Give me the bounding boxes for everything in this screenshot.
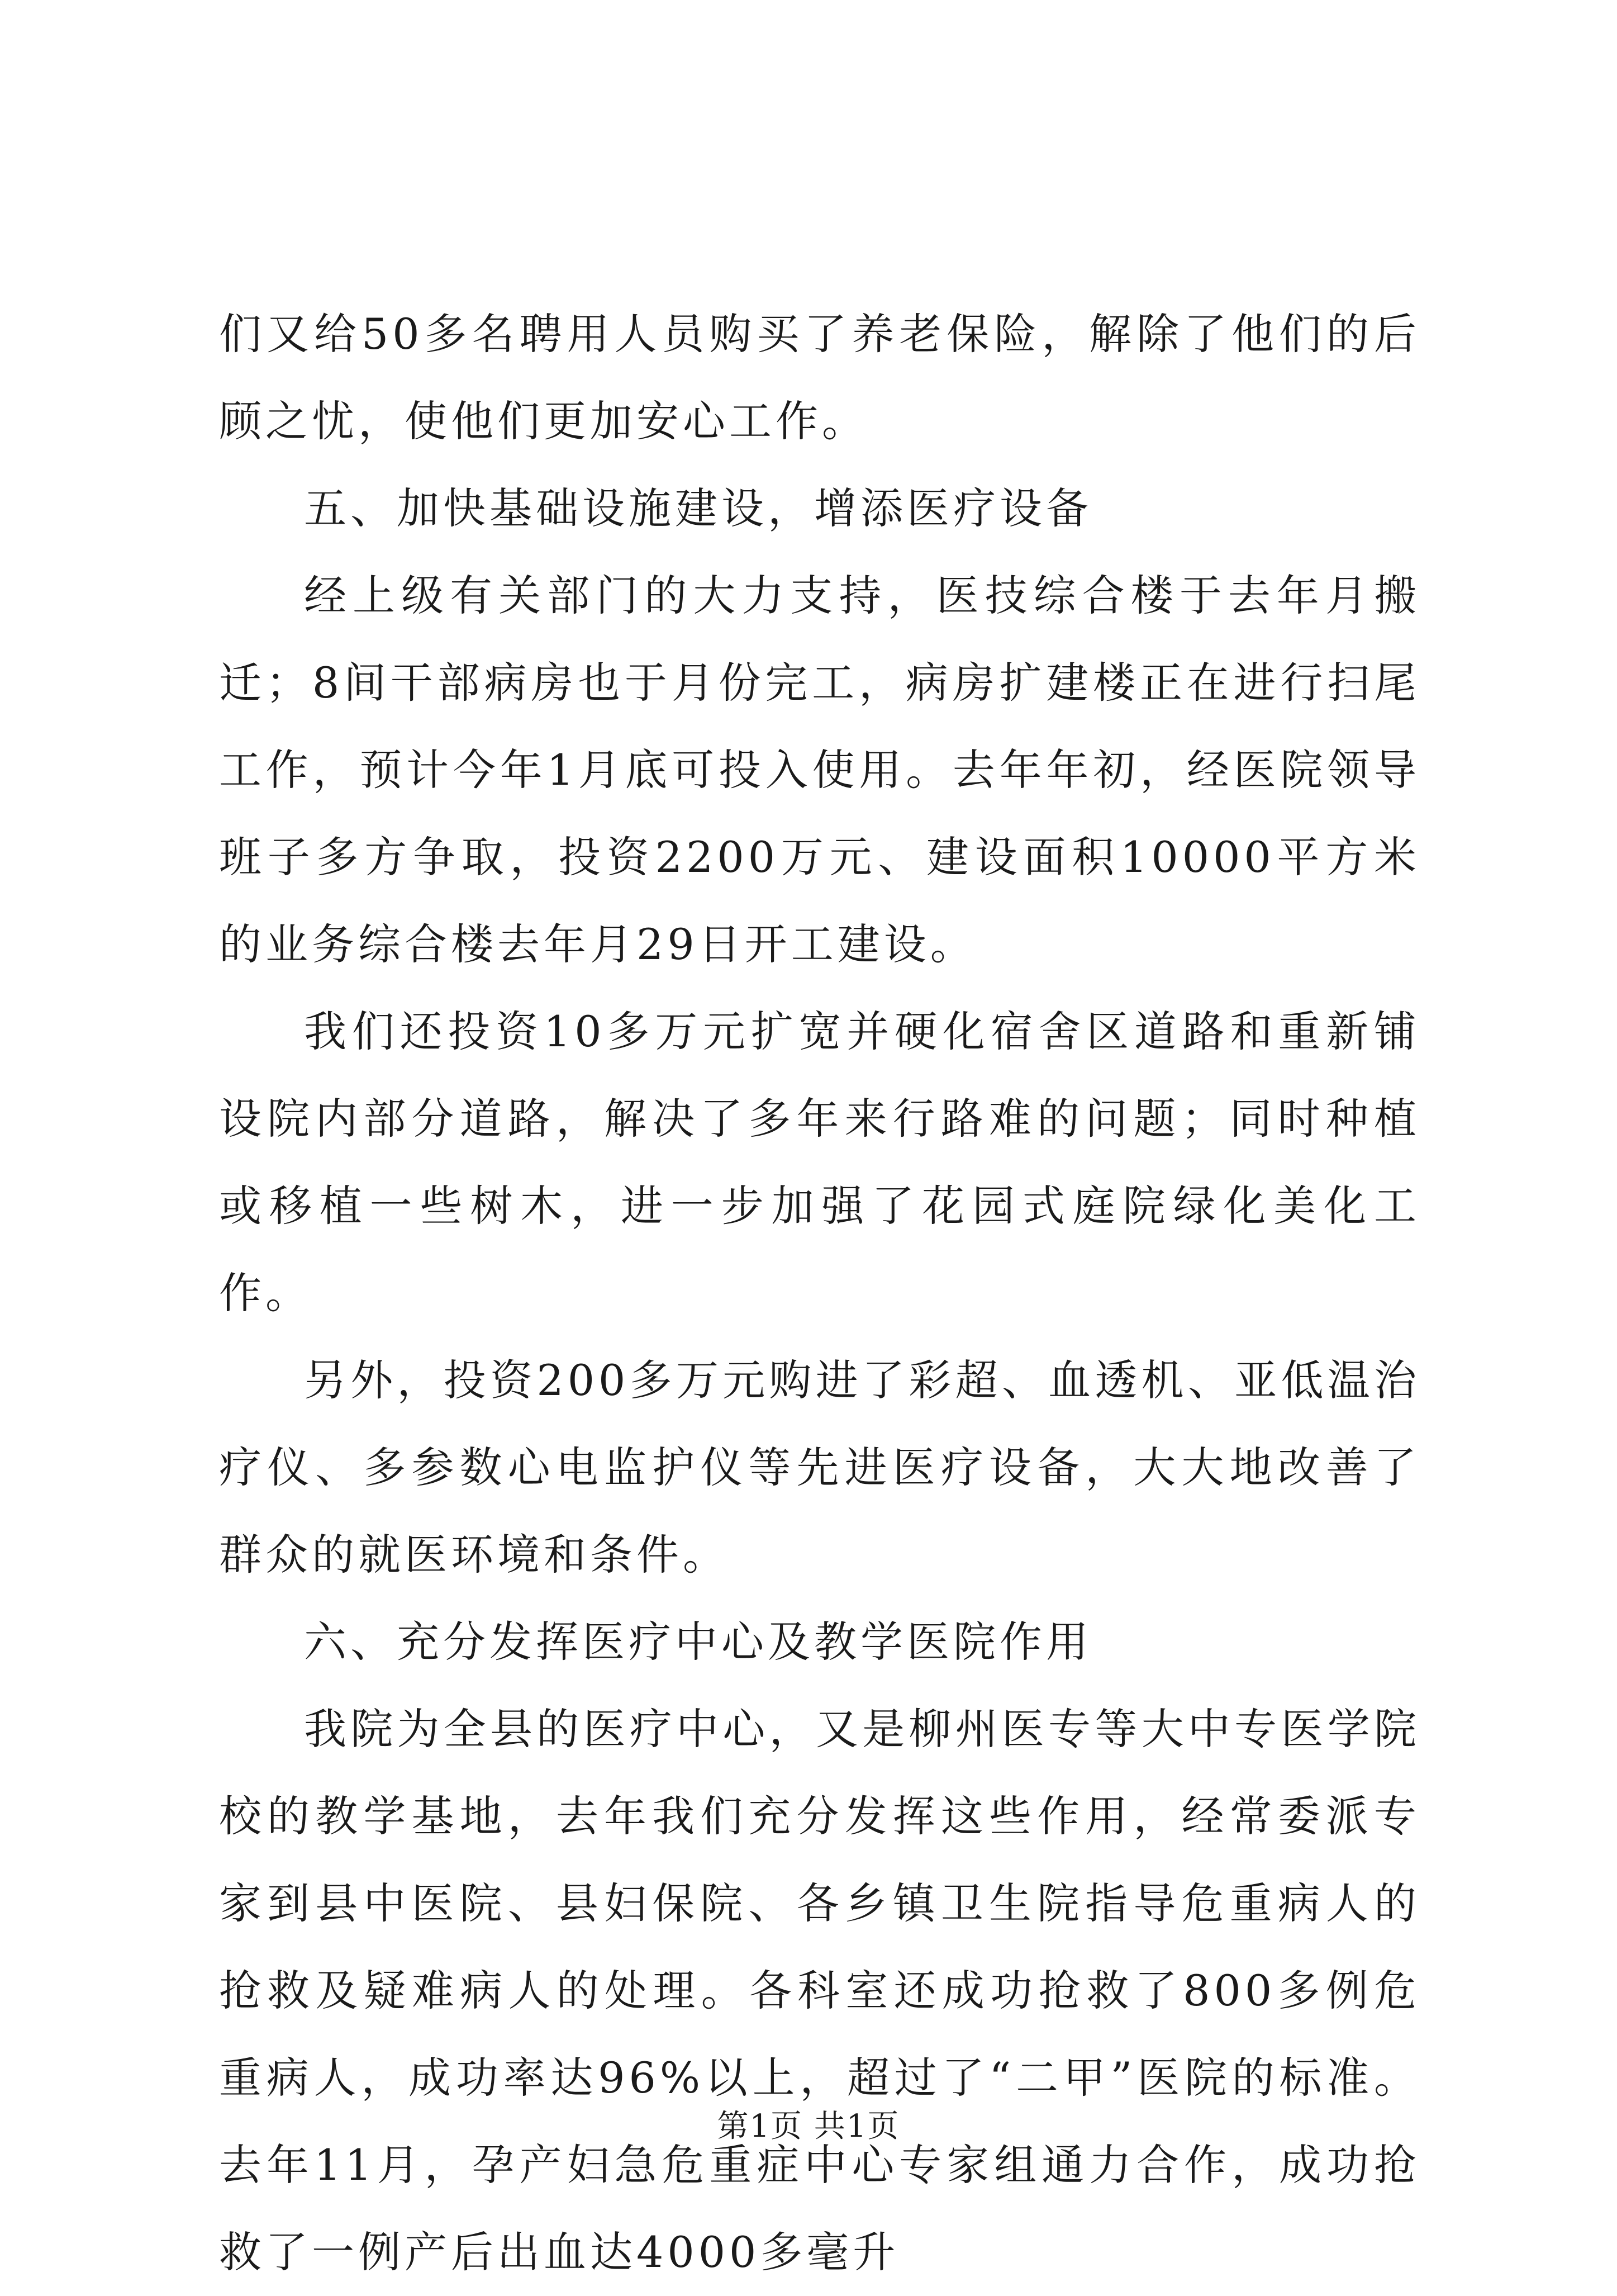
paragraph-medical-center: 我院为全县的医疗中心，又是柳州医专等大中专医学院校的教学基地，去年我们充分发挥这些作用，经常委派专家到县中医院、县妇保院、各乡镇卫生院指导危重病人的抢救及疑难病人的处理。各科室还成功抢救了800多例危重病人，成功率达96%以上，超过了“二甲”医院的标准。去年11月，孕产妇急危重症中心专家组通力合作，成功抢救了一例产后出血达4000多毫升 <box>219 1704 1420 2277</box>
document-body <box>219 291 1420 2296</box>
paragraph-continuation: 们又给50多名聘用人员购买了养老保险，解除了他们的后顾之忧，使他们更加安心工作。 <box>219 309 1420 446</box>
paragraph-infrastructure: 经上级有关部门的大力支持，医技综合楼于去年月搬迁；8间干部病房也于月份完工，病房扩建楼正在进行扫尾工作，预计今年1月底可投入使用。去年年初，经医院领导班子多方争取，投资2200万元、建设面积10000平方米的业务综合楼去年月29日开工建设。 <box>219 571 1420 969</box>
section-heading-6: 六、充分发挥医疗中心及教学医院作用 <box>304 1617 1092 1667</box>
section-heading-5: 五、加快基础设施建设，增添医疗设备 <box>304 483 1092 533</box>
page-footer: 第1页 共1页 <box>717 2108 900 2145</box>
paragraph-roads: 我们还投资10多万元扩宽并硬化宿舍区道路和重新铺设院内部分道路，解决了多年来行路难的问题；同时种植或移植一些树木，进一步加强了花园式庭院绿化美化工作。 <box>219 1007 1420 1318</box>
paragraph-equipment: 另外，投资200多万元购进了彩超、血透机、亚低温治疗仪、多参数心电监护仪等先进医疗设备，大大地改善了群众的就医环境和条件。 <box>219 1355 1420 1579</box>
